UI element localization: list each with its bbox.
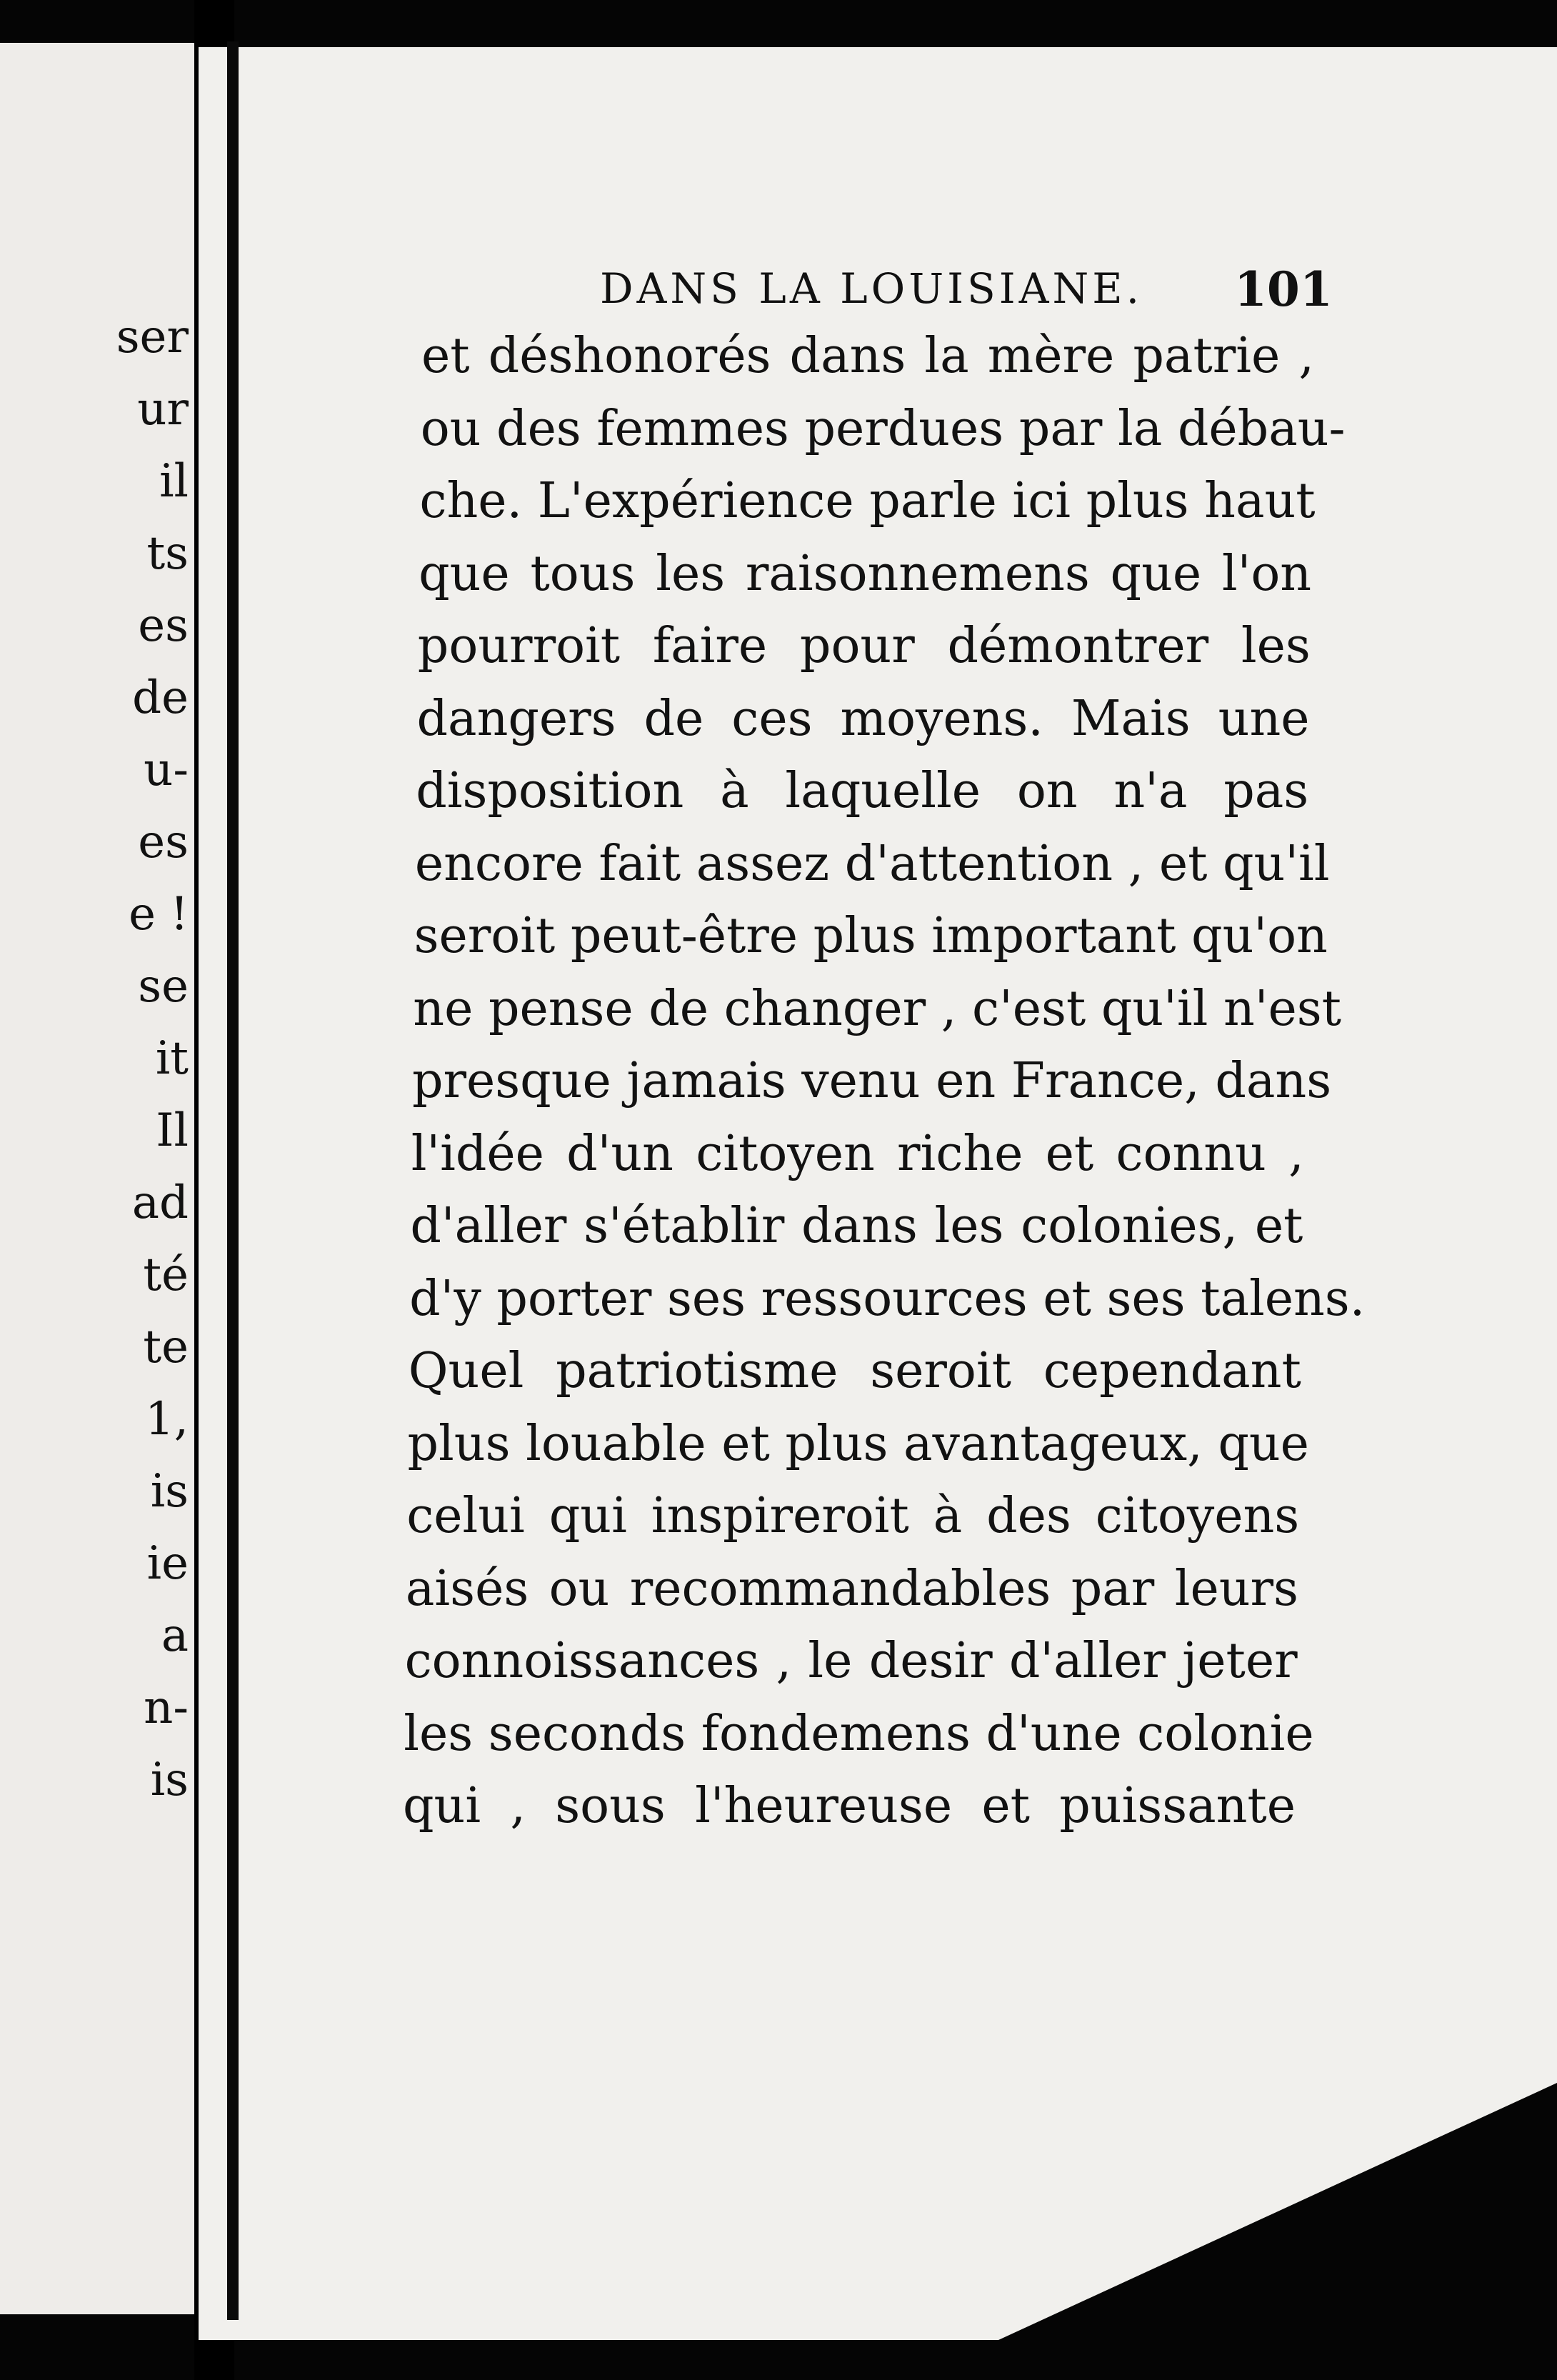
body-line: l'idée d'un citoyen riche et connu ,: [411, 1125, 1304, 1182]
body-line: ou des femmes perdues par la débau-: [420, 400, 1346, 457]
left-page-line-fragment: is: [150, 1465, 189, 1518]
body-line: plus louable et plus avantageux, que: [407, 1415, 1309, 1472]
left-page-line-fragment: u-: [144, 744, 189, 796]
right-page: [199, 47, 1557, 2340]
body-line: celui qui inspireroit à des citoyens: [406, 1488, 1300, 1544]
body-line: dangers de ces moyens. Mais une: [416, 690, 1310, 747]
body-line: connoissances , le desir d'aller jeter: [404, 1633, 1298, 1689]
left-page-line-fragment: ie: [146, 1537, 189, 1590]
body-line: les seconds fondemens d'une colonie: [404, 1705, 1314, 1762]
body-line: qui , sous l'heureuse et puissante: [403, 1778, 1296, 1834]
left-page-line-fragment: se: [138, 960, 189, 1013]
left-page-line-fragment: ur: [137, 383, 189, 436]
body-line: d'y porter ses ressources et ses talens.: [409, 1270, 1366, 1327]
left-page-line-fragment: it: [155, 1032, 189, 1085]
body-line: Quel patriotisme seroit cependant: [408, 1343, 1301, 1399]
page-edge-rule: [227, 41, 239, 2320]
body-line: pourroit faire pour démontrer les: [417, 618, 1311, 674]
left-page-line-fragment: te: [143, 1321, 189, 1374]
left-page-line-fragment: té: [143, 1249, 189, 1301]
body-line: disposition à laquelle on n'a pas: [416, 763, 1309, 819]
left-page-line-fragment: is: [150, 1754, 189, 1806]
body-line: encore fait assez d'attention , et qu'il: [414, 835, 1330, 892]
left-page-line-fragment: es: [138, 599, 189, 652]
left-page-line-fragment: a: [161, 1609, 189, 1662]
left-page-line-fragment: ad: [131, 1176, 189, 1229]
body-line: che. L'expérience parle ici plus haut: [419, 473, 1316, 529]
left-page: [0, 43, 194, 2314]
body-line: que tous les raisonnemens que l'on: [419, 545, 1312, 602]
left-page-line-fragment: n-: [144, 1681, 189, 1734]
body-line: et déshonorés dans la mère patrie ,: [421, 328, 1314, 384]
left-page-line-fragment: 1,: [144, 1393, 189, 1446]
running-head: DANS LA LOUISIANE.: [600, 264, 1143, 313]
page-number: 101: [1234, 261, 1333, 317]
left-page-line-fragment: ts: [146, 527, 189, 580]
left-page-line-fragment: il: [159, 455, 189, 508]
body-line: aisés ou recommandables par leurs: [405, 1560, 1298, 1617]
body-line: d'aller s'établir dans les colonies, et: [410, 1198, 1303, 1254]
body-line: ne pense de changer , c'est qu'il n'est: [413, 980, 1341, 1037]
left-page-line-fragment: Il: [156, 1104, 189, 1157]
left-page-line-fragment: de: [132, 671, 189, 724]
body-line: presque jamais venu en France, dans: [412, 1053, 1332, 1109]
left-page-line-fragment: es: [138, 816, 189, 869]
left-page-line-fragment: ser: [116, 311, 189, 364]
left-page-line-fragment: e !: [129, 888, 189, 941]
body-line: seroit peut-être plus important qu'on: [414, 908, 1328, 964]
